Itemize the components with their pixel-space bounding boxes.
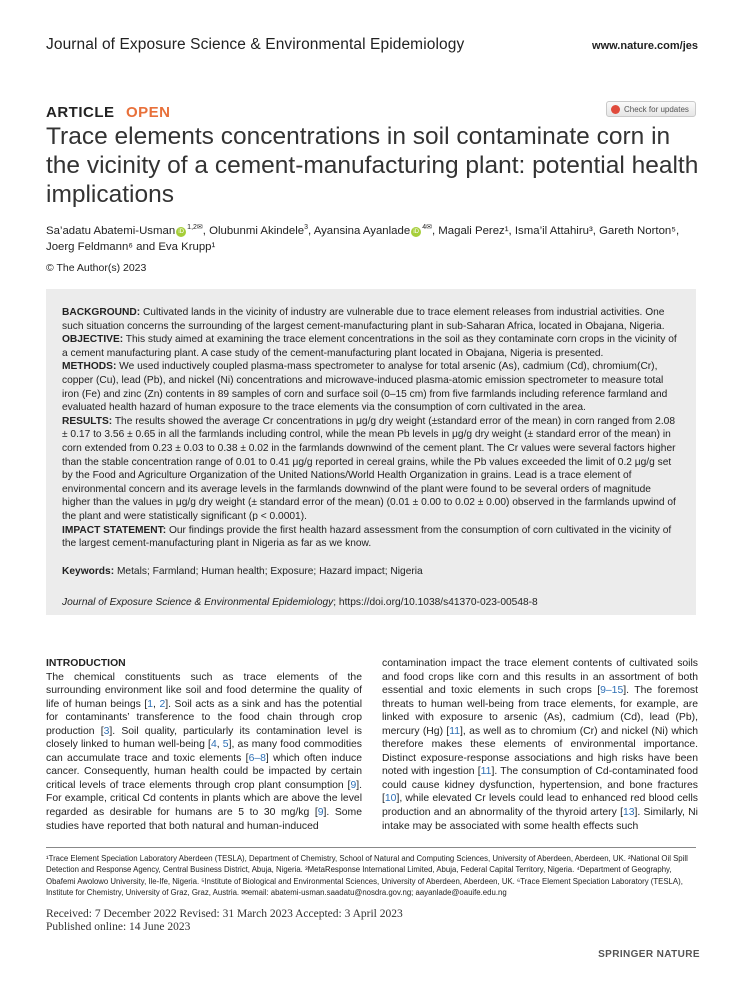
background-text: Cultivated lands in the vicinity of industry are vulnerable due to trace element releases from industrial activities. One such situation concerns the surrounding of the largest cement-manufacturing plant in sub-Saharan Africa, located in Obajana, Nigeria. xyxy=(62,307,665,332)
journal-name: Journal of Exposure Science & Environmental Epidemiology xyxy=(46,36,465,53)
affiliation-sup: 3 xyxy=(304,224,308,231)
reference-link[interactable]: 3 xyxy=(103,725,110,737)
body-text: ]. Some studies have reported that both natural and human-induced xyxy=(46,807,362,832)
reference-link[interactable]: 6–8 xyxy=(248,752,266,764)
reference-link[interactable]: 11 xyxy=(449,725,461,737)
body-text: ]. The consumption of Cd-contaminated food could cause kidney dysfunction, hypertension, and bone fractures [ xyxy=(382,766,698,805)
author-names-rest[interactable]: , Magali Perez¹, Isma’il Attahiru³, Gareth Norton⁵, Joerg Feldmann⁶ and Eva Krupp¹ xyxy=(46,224,680,253)
impact-text: Our findings provide the first health hazard assessment from the consumption of corn cultivated in the vicinity of the largest cement-manufacturing plant in Nigeria as far as we know. xyxy=(62,524,672,550)
body-text: , xyxy=(216,739,223,751)
abstract xyxy=(62,306,682,551)
check-updates-button[interactable] xyxy=(606,101,696,117)
reference-link[interactable]: 4 xyxy=(210,739,217,751)
body-text: , xyxy=(153,698,160,710)
citation-journal: Journal of Exposure Science & Environmental Epidemiology xyxy=(62,597,334,608)
keywords-text: Metals; Farmland; Human health; Exposure; Hazard impact; Nigeria xyxy=(116,566,423,577)
orcid-icon[interactable]: iD xyxy=(411,227,421,237)
reference-link[interactable]: 11 xyxy=(480,766,492,778)
body-column-left xyxy=(46,657,362,833)
affiliation-sup: 1,2✉ xyxy=(187,224,203,231)
reference-link[interactable]: 9–15 xyxy=(600,685,624,697)
body-text: ], while elevated Cr levels could lead to enhanced red blood cells production and an abnormality of the thyroid artery [ xyxy=(382,793,698,819)
body-text: ] which often induce cancer. Consequently, human health could be impacted by certain critical levels of trace elements through crop plant consumption [ xyxy=(46,752,362,791)
body-column-right xyxy=(382,657,698,833)
reference-link[interactable]: 9 xyxy=(350,779,357,791)
check-updates-label: Check for updates xyxy=(624,104,689,114)
reference-link[interactable]: 9 xyxy=(317,807,324,819)
background-label: BACKGROUND: xyxy=(62,307,141,318)
author-name[interactable]: Sa’adatu Abatemi-Usman xyxy=(46,224,176,237)
body-text: ]. Similarly, Ni intake may be associated with some health effects such xyxy=(382,807,698,832)
author-list xyxy=(46,220,706,255)
published-date: Published online: 14 June 2023 xyxy=(46,921,191,933)
article-dates: Received: 7 December 2022 Revised: 31 March 2023 Accepted: 3 April 2023 xyxy=(46,908,403,920)
impact-label: IMPACT STATEMENT: xyxy=(62,524,167,536)
reference-link[interactable]: 5 xyxy=(222,739,229,751)
results-label: RESULTS: xyxy=(62,415,113,427)
results-text: The results showed the average Cr concentrations in μg/g dry weight (±standard error of the mean) in corn ranged from 2.08 ± 0.17 to 3.56 ± 0.65 in all the farmlands including control, while the mean Pb levels in μg/g dry weight (± standard error of the mean) in corn extended from 0.23 ± 0.03 to 0.38 ± 0.02 in the farmlands downwind of the cement plant. The Cr values were several factors higher than the stable concentration range of 0.01 to 0.41 μg/g reported in cereal grains, while the Pb values exceeded the limit of 0.2 μg/g set by the Food and Agriculture Organization of the United Nations/World Health Organization in grains. Lead is a trace element of environmental concern and its average levels in the farmlands downwind of the plant were found to be several orders of magnitude higher than the values in μg/g dry weight (± standard error of the mean) (0.01 ± 0.00 to 0.02 ± 0.00) observed in the farmlands upwind of the plant and were statistically significant (p < 0.0001). xyxy=(62,415,676,522)
affiliation-sup: 4✉ xyxy=(422,224,432,231)
reference-link[interactable]: 2 xyxy=(159,698,166,710)
body-paragraph xyxy=(46,671,362,834)
publisher-logo: SPRINGER NATURE xyxy=(598,949,700,960)
body-text: ]. Soil quality, particularly its contamination level is closely linked to human well-being [ xyxy=(46,725,362,751)
body-text: ], as many food commodities can accumulate trace and toxic elements [ xyxy=(46,739,363,764)
keywords xyxy=(62,566,682,577)
body-text: ]. The foremost threats to human well-being from trace elements, for example, are linked with exposure to arsenic (As), cadmium (Cd), lead (Pb), mercury (Hg) [ xyxy=(382,685,698,737)
section-heading: INTRODUCTION xyxy=(46,658,126,669)
body-text: ]. Soil acts as a sink and has the potential for contaminants’ transference to the food chain through crop production [ xyxy=(46,698,363,737)
reference-link[interactable]: 1 xyxy=(147,698,154,710)
author-name[interactable]: , Olubunmi Akindele xyxy=(202,224,305,237)
body-text: contamination impact the trace element contents of cultivated soils and food crops like corn and this results in an assortment of both essential and toxic elements in such crops [ xyxy=(382,658,698,697)
body-text: ]. For example, critical Cd contents in plants which are above the level regarded as desirable for humans are 5 to 30 mg/kg [ xyxy=(46,779,362,819)
body-text: ], as well as to chromium (Cr) and nickel (Ni) which therefore makes these elements of environmental importance. Distinct exposure-response associations and high risks have been noted with ingestion [ xyxy=(382,725,698,778)
methods-text: We used inductively coupled plasma-mass spectrometer to analyse for total arsenic (As), cadmium (Cd), chromium(Cr), copper (Cu), lead (Pb), and nickel (Ni) concentrations and microwave-induced plasma-atomic emission spectrometer to measure total iron (Fe) and zinc (Zn) contents in 89 samples of corn and surface soil (0–15 cm) from five farmlands including reference farmland and evaluated health hazard of human exposure to the trace elements via the consumption of corn cultivated in the area. xyxy=(62,361,668,414)
journal-url[interactable]: www.nature.com/jes xyxy=(592,40,698,52)
article-title: Trace elements concentrations in soil contaminate corn in the vicinity of a cement-manufacturing plant: potential health implications xyxy=(46,123,699,208)
citation xyxy=(62,597,682,608)
keywords-label: Keywords: xyxy=(62,566,115,577)
body-text: The chemical constituents such as trace elements of the surrounding environment like soil and food determine the quality of life of human beings [ xyxy=(46,671,362,710)
objective-label: OBJECTIVE: xyxy=(62,334,124,346)
methods-label: METHODS: xyxy=(62,361,117,373)
affiliations: ¹Trace Element Speciation Laboratory Aberdeen (TESLA), Department of Chemistry, School of Natural and Computing Sciences, University of Aberdeen, Aberdeen, UK. ²National Oil Spill Detection and Response Agency, Central Business District, Abuja, Nigeria. ³MetaResponse International Limited, Abuja, Federal Capital Territory, Nigeria. ⁴Department of Geography, Obafemi Awolowo University, Ile-Ife, Nigeria. ⁵Institute of Biological and Environmental Sciences, University of Aberdeen, Aberdeen, UK. ⁶Trace Element Speciation Laboratory (TESLA), Institute for Chemistry, University of Graz, Graz, Austria. ✉email: abatemi-usman.saadatu@nosdra.gov.ng; aayanlade@oauife.edu.ng xyxy=(46,854,688,897)
author-name[interactable]: , Ayansina Ayanlade xyxy=(308,224,411,237)
body-paragraph xyxy=(382,657,698,833)
citation-doi[interactable]: ; https://doi.org/10.1038/s41370-023-00548-8 xyxy=(333,597,538,608)
copyright: © The Author(s) 2023 xyxy=(46,262,147,274)
open-access-label: OPEN xyxy=(126,104,171,121)
update-icon xyxy=(611,105,620,114)
footnote-divider xyxy=(46,847,696,848)
objective-text: This study aimed at examining the trace element concentrations in the soil as they contaminate corn crops in the vicinity of a cement manufacturing plant. A case study of the cement-manufacturing plant located in Obajana, Nigeria is presented. xyxy=(62,334,677,359)
reference-link[interactable]: 13 xyxy=(622,807,635,819)
orcid-icon[interactable]: iD xyxy=(176,227,186,237)
article-type: ARTICLE xyxy=(46,104,115,121)
reference-link[interactable]: 10 xyxy=(384,793,397,805)
